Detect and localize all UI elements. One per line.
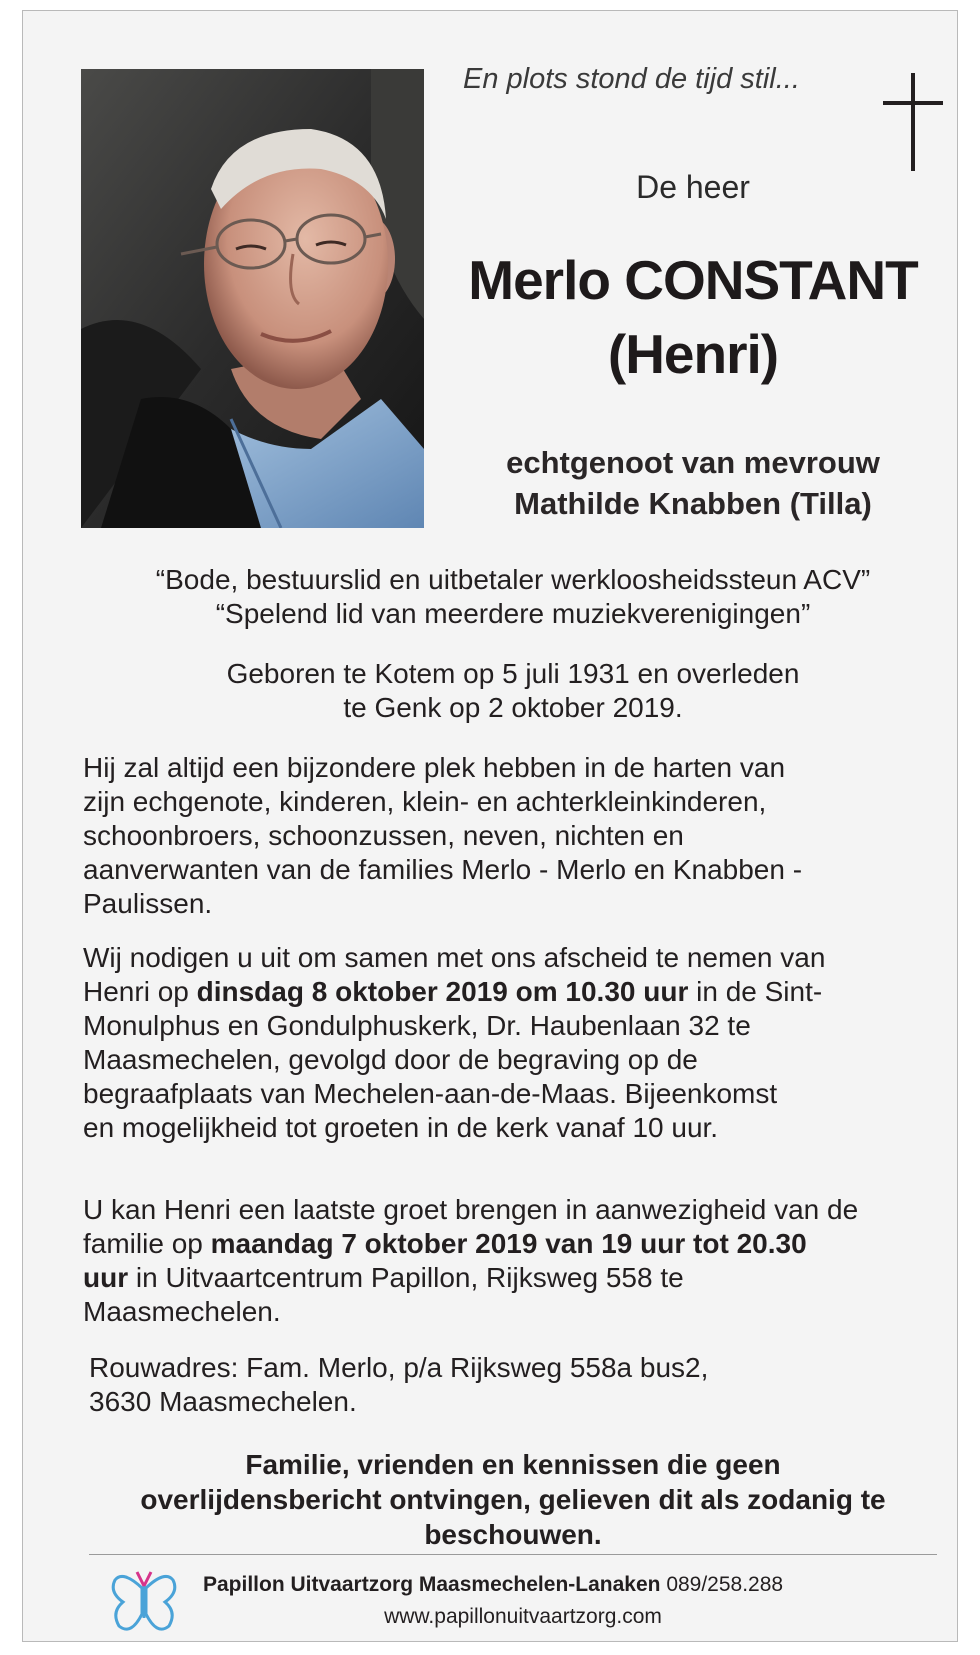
quotes [63, 563, 963, 631]
mourning-address [89, 1351, 929, 1419]
name-line: Merlo CONSTANT [468, 249, 918, 311]
text-segment: in de Sint- [688, 976, 823, 1007]
spouse-info [443, 442, 943, 524]
paragraph-line: en mogelijkheid tot groeten in de kerk vanaf 10 uur. [83, 1112, 719, 1143]
address-line: Rouwadres: Fam. Merlo, p/a Rijksweg 558a bus2, [89, 1352, 709, 1383]
visitation-date: maandag 7 oktober 2019 van 19 uur tot 20.30 [210, 1228, 807, 1259]
tagline: En plots stond de tijd stil... [463, 63, 800, 95]
paragraph-line: schoonbroers, schoonzussen, neven, nichten en [83, 820, 684, 851]
remembrance-paragraph [83, 751, 923, 921]
funeral-date: dinsdag 8 oktober 2019 om 10.30 uur [196, 976, 689, 1007]
visitation-paragraph [83, 1193, 923, 1329]
obituary-card [22, 10, 958, 1642]
funeral-paragraph [83, 941, 923, 1145]
spouse-line1: echtgenoot van mevrouw [506, 445, 880, 480]
paragraph-line: Wij nodigen u uit om samen met ons afscheid te nemen van [83, 942, 826, 973]
paragraph-line [83, 1261, 923, 1295]
notice-line: overlijdensbericht ontvingen, gelieven dit als zodanig te [140, 1484, 886, 1515]
company-phone: 089/258.288 [666, 1573, 784, 1596]
visitation-date-end: uur [83, 1262, 129, 1293]
born-line: Geboren te Kotem op 5 juli 1931 en overleden [226, 658, 800, 689]
spouse-line2: Mathilde Knabben (Tilla) [514, 486, 872, 521]
quote-line: “Spelend lid van meerdere muziekverenigingen” [215, 598, 811, 629]
paragraph-line: aanverwanten van de families Merlo - Merlo en Knabben - [83, 854, 803, 885]
quote-line: “Bode, bestuurslid en uitbetaler werkloosheidssteun ACV” [155, 564, 871, 595]
paragraph-line: Paulissen. [83, 888, 213, 919]
nickname-line: (Henri) [607, 323, 779, 385]
paragraph-line: begraafplaats van Mechelen-aan-de-Maas. Bijeenkomst [83, 1078, 778, 1109]
notice-line: Familie, vrienden en kennissen die geen [245, 1449, 781, 1480]
cross-icon [883, 73, 943, 171]
paragraph-line [83, 975, 923, 1009]
notice [63, 1447, 963, 1552]
deceased-name [443, 243, 943, 391]
butterfly-logo-icon [109, 1566, 179, 1638]
portrait-photo-drawing [81, 69, 424, 528]
birth-death-info [63, 657, 963, 725]
divider [89, 1554, 937, 1555]
paragraph-line: U kan Henri een laatste groet brengen in aanwezigheid van de [83, 1194, 859, 1225]
footer-company-line [203, 1571, 943, 1599]
company-name: Papillon Uitvaartzorg Maasmechelen-Lanaken [203, 1573, 661, 1596]
paragraph-line [83, 1227, 923, 1261]
notice-line: beschouwen. [424, 1519, 602, 1550]
paragraph-line: Maasmechelen, gevolgd door de begraving op de [83, 1044, 698, 1075]
text-segment: familie op [83, 1228, 211, 1259]
address-line: 3630 Maasmechelen. [89, 1386, 357, 1417]
text-segment: in Uitvaartcentrum Papillon, Rijksweg 558 te [128, 1262, 684, 1293]
portrait-photo [81, 69, 424, 528]
salutation: De heer [636, 169, 750, 205]
paragraph-line: Maasmechelen. [83, 1296, 281, 1327]
company-website[interactable]: www.papillonuitvaartzorg.com [384, 1605, 662, 1628]
text-segment: Henri op [83, 976, 197, 1007]
born-line: te Genk op 2 oktober 2019. [343, 692, 683, 723]
paragraph-line: Monulphus en Gondulphuskerk, Dr. Haubenlaan 32 te [83, 1010, 751, 1041]
paragraph-line: Hij zal altijd een bijzondere plek hebben in de harten van [83, 752, 786, 783]
paragraph-line: zijn echgenote, kinderen, klein- en achterkleinkinderen, [83, 786, 767, 817]
